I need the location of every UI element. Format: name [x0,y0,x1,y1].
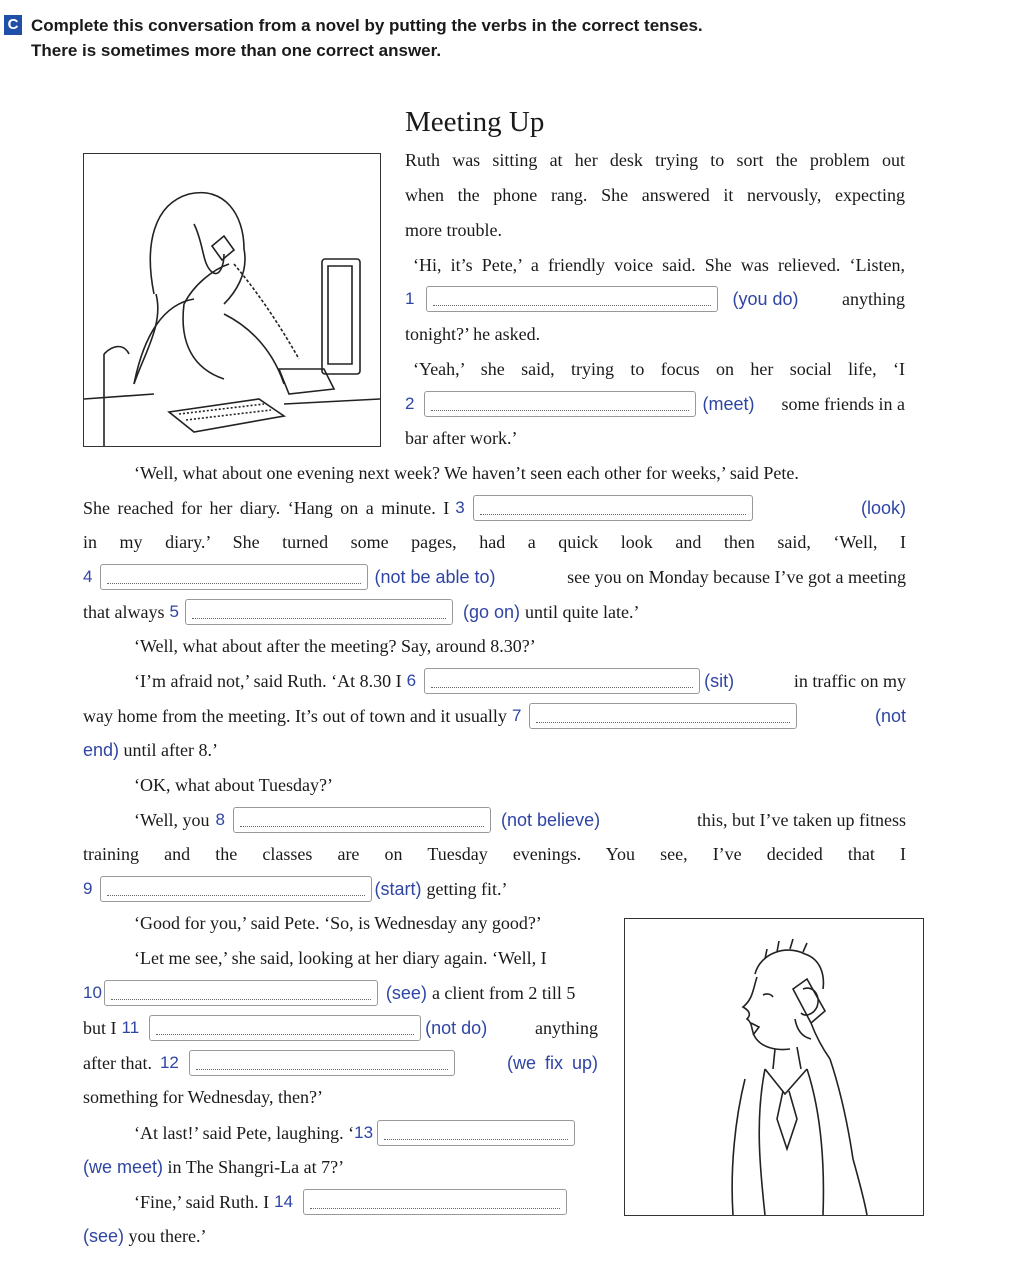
story-line: bar after work.’ [405,428,518,448]
story-fragment: anything [535,1018,598,1038]
story-line: ‘Yeah,’ she said, trying to focus on her social life, ‘I [413,359,905,379]
story-line: ‘Let me see,’ she said, looking at her diary again. ‘Well, I [134,948,547,968]
answer-box-1[interactable] [426,286,718,312]
story-line: when the phone rang. She answered it nervously, expecting [405,185,905,205]
gap-number: 1 [405,289,415,308]
verb-hint: (sit) [704,671,735,691]
illustration-man-on-phone [624,918,924,1216]
gap-line-7 [83,703,906,729]
gap-number: 9 [83,879,93,898]
verb-hint: (see) [83,1226,125,1246]
verb-hint: (see) [385,983,427,1003]
gap-number: 11 [121,1018,140,1037]
story-fragment: anything [842,289,905,309]
answer-box-14[interactable] [303,1189,567,1215]
story-line: Ruth was sitting at her desk trying to sort the problem out [405,150,905,170]
gap-line-6 [134,668,906,694]
answer-box-10[interactable] [104,980,378,1006]
gap-number: 14 [274,1192,294,1211]
gap-number: 8 [215,810,226,829]
story-line: ‘Hi, it’s Pete,’ a friendly voice said. She was relieved. ‘Listen, [413,255,905,275]
answer-box-9[interactable] [100,876,372,902]
story-line: tonight?’ he asked. [405,324,541,344]
story-fragment: ‘I’m afraid not,’ said Ruth. ‘At 8.30 I [134,671,402,691]
story-fragment: this, but I’ve taken up fitness [697,810,906,830]
story-line: ‘Good for you,’ said Pete. ‘So, is Wednesday any good?’ [134,913,542,933]
story-fragment: see you on Monday because I’ve got a meeting [567,567,906,587]
answer-box-4[interactable] [100,564,368,590]
gap-number: 2 [405,394,415,413]
story-fragment: you there.’ [128,1226,207,1246]
verb-hint: (look) [860,498,906,518]
gap-line-14 [134,1189,569,1215]
story-line: ‘Well, what about after the meeting? Say, around 8.30?’ [134,636,536,656]
gap-number: 13 [354,1123,374,1142]
story-line: ‘OK, what about Tuesday?’ [134,775,333,795]
answer-box-11[interactable] [149,1015,421,1041]
gap-line-2 [405,391,905,417]
gap-number: 6 [406,671,417,690]
story-fragment: that always [83,602,165,622]
story-fragment: in The Shangri-La at 7?’ [167,1157,345,1177]
answer-box-12[interactable] [189,1050,455,1076]
answer-box-3[interactable] [473,495,753,521]
story-fragment: until quite late.’ [525,602,640,622]
story-line: in my diary.’ She turned some pages, had a quick look and then said, ‘Well, I [83,532,906,552]
gap-number: 4 [83,567,93,586]
answer-box-13[interactable] [377,1120,575,1146]
answer-box-7[interactable] [529,703,797,729]
exercise-letter-badge: C [4,15,22,35]
story-line: training and the classes are on Tuesday evenings. You see, I’ve decided that I [83,844,906,864]
gap-line-3 [83,495,906,521]
gap-number: 5 [169,602,179,621]
story-fragment: ‘Fine,’ said Ruth. I [134,1192,270,1212]
story-fragment: but I [83,1018,117,1038]
answer-box-5[interactable] [185,599,453,625]
illustration-woman-on-phone [83,153,381,447]
man-on-phone-drawing [625,919,923,1215]
story-fragment: until after 8.’ [123,740,218,760]
woman-on-phone-drawing [84,154,380,446]
verb-hint: (you do) [732,289,799,309]
story-fragment: ‘At last!’ said Pete, laughing. ‘ [134,1123,355,1143]
gap-number: 12 [159,1053,179,1072]
story-line: ‘Well, what about one evening next week? We haven’t seen each other for weeks,’ said Pete. [134,463,799,483]
answer-box-2[interactable] [424,391,696,417]
gap-line-1 [405,286,905,312]
story-fragment: ‘Well, you [134,810,210,830]
gap-number: 7 [511,706,522,725]
gap-line-7-cont [83,738,218,762]
story-line: something for Wednesday, then?’ [83,1087,323,1107]
story-fragment: She reached for her diary. ‘Hang on a minute. I [83,498,450,518]
gap-line-12 [83,1050,598,1076]
story-fragment: in traffic on my [793,671,906,691]
verb-hint: (not do) [425,1018,488,1038]
gap-number: 3 [455,498,465,517]
story-fragment: some friends in a [781,394,905,414]
verb-hint: (not believe) [501,810,601,830]
verb-hint: (meet) [702,394,755,414]
gap-line-13-cont [83,1155,344,1179]
gap-line-14-cont [83,1224,206,1248]
story-fragment: a client from 2 till 5 [431,983,576,1003]
gap-line-11 [83,1015,598,1041]
verb-hint: (not [874,706,906,726]
answer-box-8[interactable] [233,807,491,833]
gap-number: 10 [83,983,102,1002]
verb-hint: (start) [374,879,422,899]
gap-line-10 [83,980,598,1006]
verb-hint: (we fix up) [506,1053,598,1073]
verb-hint: (not be able to) [374,567,496,587]
instruction-line-2: There is sometimes more than one correct answer. [31,41,442,60]
answer-box-6[interactable] [424,668,700,694]
verb-hint: (we meet) [83,1157,164,1177]
gap-line-9 [83,876,507,902]
story-fragment: way home from the meeting. It’s out of town and it usually [83,706,507,726]
story-fragment: getting fit.’ [426,879,508,899]
gap-line-13 [134,1120,577,1146]
gap-line-8 [134,807,906,833]
story-line: more trouble. [405,220,502,240]
story-title: Meeting Up [405,106,545,138]
gap-line-4 [83,564,906,590]
instruction-line-1: Complete this conversation from a novel by putting the verbs in the correct tenses. [31,16,703,35]
story-fragment: after that. [83,1053,152,1073]
gap-line-5 [83,599,639,625]
verb-hint: end) [83,740,120,760]
verb-hint: (go on) [462,602,520,622]
